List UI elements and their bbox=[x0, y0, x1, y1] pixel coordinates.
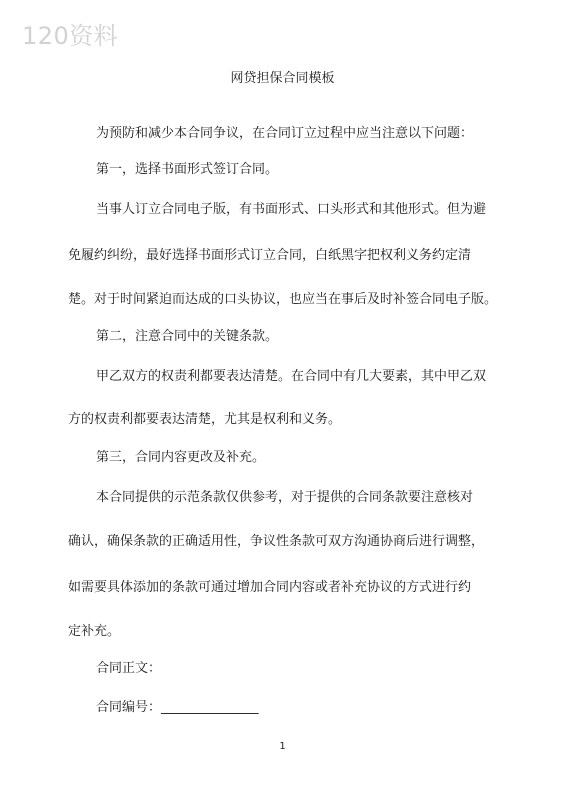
section-heading-third: 第三，合同内容更改及补充。 bbox=[96, 450, 266, 465]
first-body-line: 当事人订立合同电子版，有书面形式、口头形式和其他形式。但为避 bbox=[96, 202, 487, 217]
watermark: 120资料 bbox=[22, 22, 119, 50]
section-heading-second: 第二，注意合同中的关键条款。 bbox=[96, 329, 279, 344]
contract-number-label: 合同编号：_______________ bbox=[96, 700, 259, 715]
third-body-line: 定补充。 bbox=[68, 624, 121, 639]
second-body-line: 甲乙双方的权责利都要表达清楚。在合同中有几大要素，其中甲乙双 bbox=[96, 369, 487, 384]
first-body-line: 免履约纠纷，最好选择书面形式订立合同，白纸黑字把权利义务约定清 bbox=[68, 248, 472, 263]
third-body-line: 如需要具体添加的条款可通过增加合同内容或者补充协议的方式进行约 bbox=[68, 580, 472, 595]
contract-body-label: 合同正文： bbox=[96, 661, 162, 676]
third-body-line: 本合同提供的示范条款仅供参考，对于提供的合同条款要注意核对 bbox=[96, 490, 474, 505]
second-body-line: 方的权责利都要表达清楚，尤其是权利和义务。 bbox=[68, 412, 342, 427]
page-number: 1 bbox=[279, 741, 286, 752]
first-body-line: 楚。对于时间紧迫而达成的口头协议，也应当在事后及时补签合同电子版。 bbox=[68, 292, 498, 307]
third-body-line: 确认，确保条款的正确适用性，争议性条款可双方沟通协商后进行调整， bbox=[68, 534, 485, 549]
intro-paragraph: 为预防和减少本合同争议，在合同订立过程中应当注意以下问题： bbox=[96, 126, 474, 141]
document-title: 网贷担保合同模板 bbox=[230, 71, 335, 86]
section-heading-first: 第一，选择书面形式签订合同。 bbox=[96, 162, 279, 177]
